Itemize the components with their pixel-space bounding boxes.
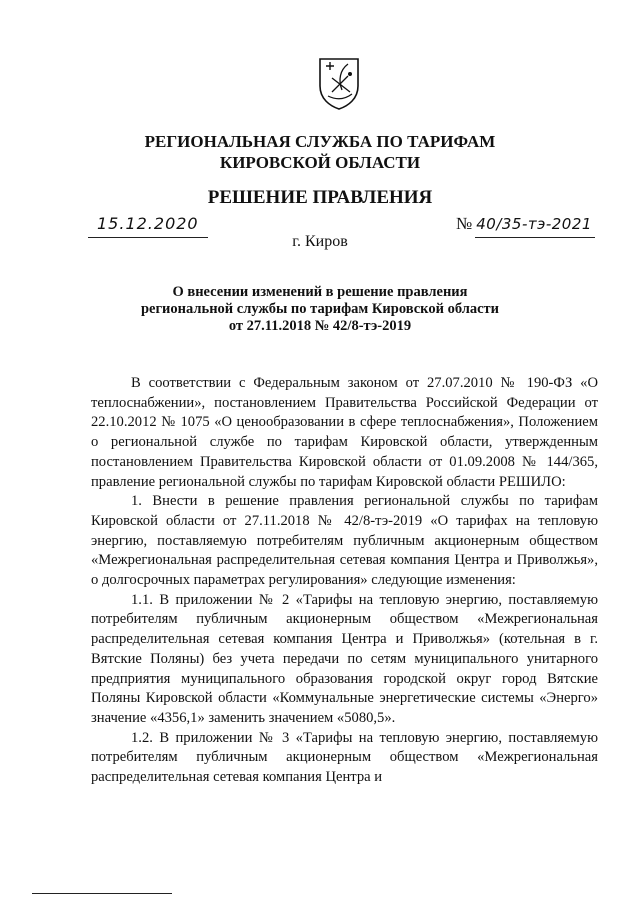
- paragraph-preamble: В соответствии с Федеральным законом от 27.07.2010 № 190-ФЗ «О теплоснабжении», постановлением Правительства Российской Федерации от 22.10.2012 № 1075 «О ценообразовании в сфере теплоснабжения», Положением о региональной службе по тарифам Кировской области, утвержденным постановлением Правительства Кировской области от 01.09.2008 № 144/365, правление региональной службы по тарифам Кировской области РЕШИЛО:: [91, 375, 598, 490]
- decision-title: РЕШЕНИЕ ПРАВЛЕНИЯ: [207, 187, 433, 208]
- footer-rule: [32, 893, 172, 894]
- decision-number: [456, 214, 606, 234]
- document-body: [91, 374, 598, 788]
- subject-line1: О внесении изменений в решение правления: [172, 284, 468, 300]
- organization-name-line1: РЕГИОНАЛЬНАЯ СЛУЖБА ПО ТАРИФАМ: [144, 132, 496, 151]
- organization-name-line2: КИРОВСКОЙ ОБЛАСТИ: [219, 153, 421, 172]
- subject-line3: от 27.11.2018 № 42/8-тэ-2019: [228, 318, 412, 334]
- subject-line2: региональной службы по тарифам Кировской области: [140, 301, 500, 317]
- decision-date: 15.12.2020: [97, 214, 199, 233]
- decision-number-value: 40/35-тэ-2021: [476, 215, 592, 233]
- number-sign: №: [456, 214, 473, 233]
- paragraph-item-1-1: 1.1. В приложении № 2 «Тарифы на тепловую энергию, поставляемую потребителям публичным акционерным обществом «Межрегиональная распределительная сетевая компания Центра и Приволжья» (котельная в г. Вятские Поляны) без учета передачи по сетям муниципального унитарного предприятия муниципального образования городской округ город Вятские Поляны Кировской области «Коммунальные энергетические системы «Энерго» значение «4356,1» заменить значением «5080,5».: [91, 591, 598, 726]
- coat-of-arms-icon: [318, 56, 360, 110]
- city: г. Киров: [292, 233, 348, 250]
- paragraph-item-1-2: 1.2. В приложении № 3 «Тарифы на тепловую энергию, поставляемую потребителям публичным акционерным обществом «Межрегиональная распределительная сетевая компания Центра и: [91, 729, 598, 786]
- paragraph-item-1: 1. Внести в решение правления региональной службы по тарифам Кировской области от 27.11.2018 № 42/8-тэ-2019 «О тарифах на тепловую энергию, поставляемую потребителям публичным акционерным обществом «Межрегиональная распределительная сетевая компания Центра и Приволжья», о долгосрочных параметрах регулирования» следующие изменения:: [91, 493, 598, 589]
